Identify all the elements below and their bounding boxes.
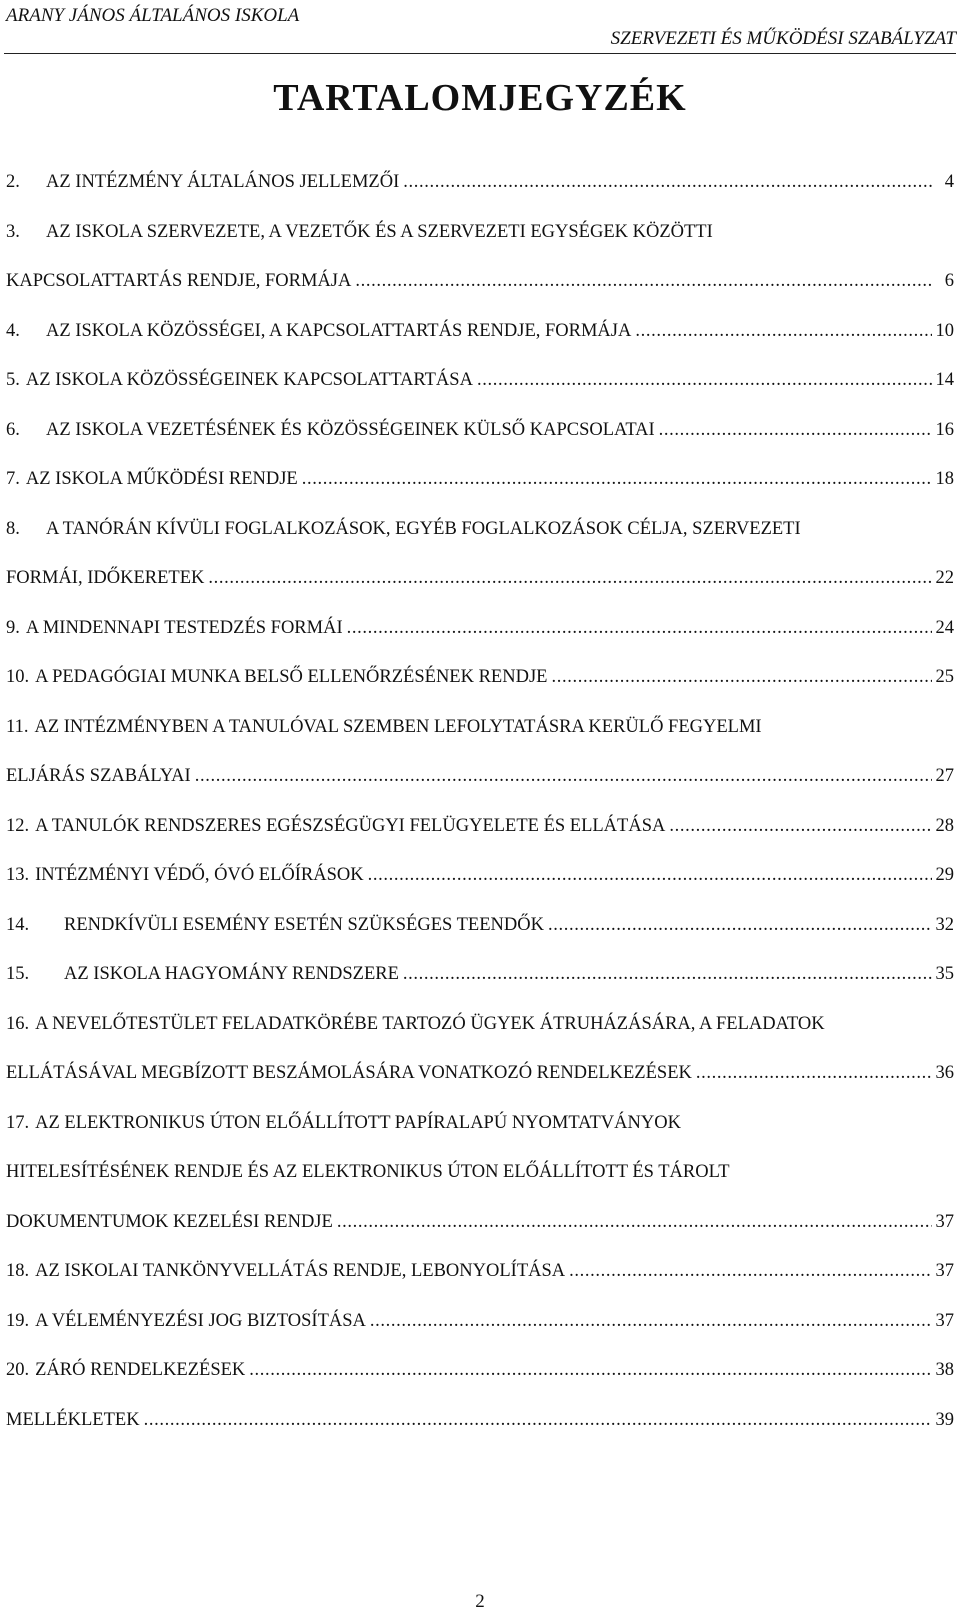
toc-line xyxy=(6,370,954,420)
toc-title: A PEDAGÓGIAI MUNKA BELSŐ ELLENŐRZÉSÉNEK RENDJE xyxy=(35,667,548,687)
toc-title: AZ ISKOLA SZERVEZETE, A VEZETŐK ÉS A SZERVEZETI EGYSÉGEK KÖZÖTTI xyxy=(46,221,713,242)
toc-entry[interactable] xyxy=(6,370,954,420)
toc-page-number: 32 xyxy=(935,914,954,935)
toc-line xyxy=(6,321,954,371)
toc-title: A NEVELŐTESTÜLET FELADATKÖRÉBE TARTOZÓ ÜGYEK ÁTRUHÁZÁSÁRA, A FELADATOK xyxy=(35,1013,825,1034)
toc-page-number: 25 xyxy=(935,667,954,687)
toc-line xyxy=(6,816,954,866)
toc-title: AZ INTÉZMÉNY ÁLTALÁNOS JELLEMZŐI xyxy=(46,172,400,192)
toc-line xyxy=(6,1063,954,1113)
toc-title: AZ ISKOLA VEZETÉSÉNEK ÉS KÖZÖSSÉGEINEK KÜLSŐ KAPCSOLATAI xyxy=(46,419,655,440)
toc-page-number: 37 xyxy=(935,1211,954,1232)
toc-title: MELLÉKLETEK xyxy=(6,1409,140,1430)
toc-leader-dots xyxy=(355,271,932,292)
toc-line xyxy=(6,568,954,618)
toc-line xyxy=(6,1162,954,1212)
toc-leader-dots xyxy=(249,1360,931,1381)
toc-number: 6. xyxy=(6,419,20,440)
toc-entry[interactable] xyxy=(6,964,954,1014)
toc-line xyxy=(6,271,954,321)
toc-line xyxy=(6,915,954,965)
toc-entry[interactable] xyxy=(6,519,954,618)
toc-page-number: 22 xyxy=(935,568,954,588)
toc-leader-dots xyxy=(548,915,932,936)
toc-entry[interactable] xyxy=(6,420,954,470)
toc-number: 2. xyxy=(6,172,20,192)
toc-line xyxy=(6,172,954,222)
toc-page-number: 18 xyxy=(935,469,954,489)
toc-line xyxy=(6,667,954,717)
toc-entry[interactable] xyxy=(6,667,954,717)
toc-title: ZÁRÓ RENDELKEZÉSEK xyxy=(35,1360,246,1380)
toc-number: 18. xyxy=(6,1261,30,1281)
toc-number: 13. xyxy=(6,865,30,885)
toc-entry[interactable] xyxy=(6,1311,954,1361)
toc-page-number: 37 xyxy=(935,1261,954,1281)
toc-number: 11. xyxy=(6,716,29,737)
toc-line xyxy=(6,618,954,668)
toc-page-number: 6 xyxy=(944,271,954,291)
toc-page-number: 14 xyxy=(935,370,954,390)
toc-number: 7. xyxy=(6,469,20,489)
toc-line xyxy=(6,469,954,519)
toc-title: ELLÁTÁSÁVAL MEGBÍZOTT BESZÁMOLÁSÁRA VONATKOZÓ RENDELKEZÉSEK xyxy=(6,1063,692,1083)
toc-entry[interactable] xyxy=(6,1360,954,1410)
toc-page-number: 28 xyxy=(935,815,954,836)
toc-leader-dots xyxy=(403,172,932,193)
toc-leader-dots xyxy=(302,469,932,490)
toc-number: 9. xyxy=(6,617,20,638)
toc-number: 3. xyxy=(6,221,20,242)
toc-entry[interactable] xyxy=(6,1410,954,1460)
toc-leader-dots xyxy=(337,1212,932,1233)
toc-leader-dots xyxy=(208,568,931,589)
toc-entry[interactable] xyxy=(6,816,954,866)
toc-number: 8. xyxy=(6,518,20,539)
toc-line xyxy=(6,420,954,470)
toc-title: HITELESÍTÉSÉNEK RENDJE ÉS AZ ELEKTRONIKUS ÚTON ELŐÁLLÍTOTT ÉS TÁROLT xyxy=(6,1162,730,1182)
toc-leader-dots xyxy=(477,370,932,391)
toc-entry[interactable] xyxy=(6,865,954,915)
toc-leader-dots xyxy=(368,865,932,886)
toc-title: AZ ISKOLA KÖZÖSSÉGEI, A KAPCSOLATTARTÁS RENDJE, FORMÁJA xyxy=(46,320,632,341)
toc-entry[interactable] xyxy=(6,1014,954,1113)
toc-number: 16. xyxy=(6,1013,30,1034)
toc-entry[interactable] xyxy=(6,469,954,519)
toc-page-number: 10 xyxy=(935,320,954,341)
toc-title: KAPCSOLATTARTÁS RENDJE, FORMÁJA xyxy=(6,271,352,291)
toc-number: 17. xyxy=(6,1112,30,1133)
toc-line xyxy=(6,1261,954,1311)
toc-title: AZ ISKOLA MŰKÖDÉSI RENDJE xyxy=(25,469,298,489)
page-title: TARTALOMJEGYZÉK xyxy=(273,77,687,119)
toc-leader-dots xyxy=(551,667,931,688)
toc-number: 19. xyxy=(6,1310,30,1331)
toc-leader-dots xyxy=(635,321,931,342)
toc-line xyxy=(6,766,954,816)
toc-leader-dots xyxy=(669,816,931,837)
toc-page-number: 4 xyxy=(944,172,954,192)
toc-line xyxy=(6,1360,954,1410)
toc-line xyxy=(6,1311,954,1361)
toc-line xyxy=(6,1212,954,1262)
toc-line xyxy=(6,222,954,272)
table-of-contents xyxy=(6,172,954,1459)
toc-title: FORMÁI, IDŐKERETEK xyxy=(6,568,205,588)
toc-title: AZ ELEKTRONIKUS ÚTON ELŐÁLLÍTOTT PAPÍRALAPÚ NYOMTATVÁNYOK xyxy=(35,1112,681,1133)
page-header xyxy=(0,0,960,56)
toc-title: A TANÓRÁN KÍVÜLI FOGLALKOZÁSOK, EGYÉB FOGLALKOZÁSOK CÉLJA, SZERVEZETI xyxy=(46,518,801,539)
toc-title: DOKUMENTUMOK KEZELÉSI RENDJE xyxy=(6,1211,333,1232)
toc-number: 20. xyxy=(6,1360,30,1380)
document-name: SZERVEZETI ÉS MŰKÖDÉSI SZABÁLYZAT xyxy=(610,28,956,49)
toc-number: 14. xyxy=(6,914,30,935)
toc-entry[interactable] xyxy=(6,172,954,222)
toc-title: AZ ISKOLA KÖZÖSSÉGEINEK KAPCSOLATTARTÁSA xyxy=(25,370,473,390)
toc-page-number: 24 xyxy=(935,617,954,638)
toc-title: AZ INTÉZMÉNYBEN A TANULÓVAL SZEMBEN LEFOLYTATÁSRA KERÜLŐ FEGYELMI xyxy=(34,716,762,737)
toc-entry[interactable] xyxy=(6,1113,954,1262)
toc-number: 10. xyxy=(6,667,30,687)
toc-leader-dots xyxy=(370,1311,932,1332)
toc-leader-dots xyxy=(569,1261,931,1282)
toc-leader-dots xyxy=(403,964,932,985)
toc-leader-dots xyxy=(659,420,932,441)
toc-line xyxy=(6,1014,954,1064)
toc-entry[interactable] xyxy=(6,717,954,816)
toc-title: AZ ISKOLA HAGYOMÁNY RENDSZERE xyxy=(64,964,399,984)
toc-entry[interactable] xyxy=(6,618,954,668)
toc-title: A TANULÓK RENDSZERES EGÉSZSÉGÜGYI FELÜGYELETE ÉS ELLÁTÁSA xyxy=(35,815,666,836)
page-number: 2 xyxy=(475,1591,485,1612)
toc-title: INTÉZMÉNYI VÉDŐ, ÓVÓ ELŐÍRÁSOK xyxy=(35,865,364,885)
toc-number: 15. xyxy=(6,964,30,984)
toc-title: RENDKÍVÜLI ESEMÉNY ESETÉN SZÜKSÉGES TEENDŐK xyxy=(64,914,544,935)
toc-page-number: 39 xyxy=(935,1409,954,1430)
toc-leader-dots xyxy=(195,766,932,787)
toc-line xyxy=(6,1410,954,1460)
toc-title: AZ ISKOLAI TANKÖNYVELLÁTÁS RENDJE, LEBONYOLÍTÁSA xyxy=(35,1261,566,1281)
toc-number: 4. xyxy=(6,320,20,341)
toc-leader-dots xyxy=(347,618,932,639)
toc-leader-dots xyxy=(696,1063,932,1084)
toc-page-number: 27 xyxy=(935,766,954,786)
toc-number: 5. xyxy=(6,370,20,390)
toc-title: A MINDENNAPI TESTEDZÉS FORMÁI xyxy=(25,617,343,638)
toc-page-number: 16 xyxy=(935,419,954,440)
toc-page-number: 37 xyxy=(935,1310,954,1331)
toc-page-number: 38 xyxy=(935,1360,954,1380)
toc-page-number: 29 xyxy=(935,865,954,885)
toc-title: A VÉLEMÉNYEZÉSI JOG BIZTOSÍTÁSA xyxy=(35,1310,366,1331)
school-name: ARANY JÁNOS ÁLTALÁNOS ISKOLA xyxy=(6,5,300,26)
toc-leader-dots xyxy=(144,1410,932,1431)
toc-line xyxy=(6,1113,954,1163)
header-rule xyxy=(4,53,956,54)
toc-number: 12. xyxy=(6,815,30,836)
toc-entry[interactable] xyxy=(6,321,954,371)
toc-line xyxy=(6,717,954,767)
toc-line xyxy=(6,964,954,1014)
toc-page-number: 36 xyxy=(935,1063,954,1083)
toc-entry[interactable] xyxy=(6,915,954,965)
toc-page-number: 35 xyxy=(935,964,954,984)
toc-line xyxy=(6,519,954,569)
toc-entry[interactable] xyxy=(6,222,954,321)
toc-title: ELJÁRÁS SZABÁLYAI xyxy=(6,766,191,786)
toc-line xyxy=(6,865,954,915)
toc-entry[interactable] xyxy=(6,1261,954,1311)
